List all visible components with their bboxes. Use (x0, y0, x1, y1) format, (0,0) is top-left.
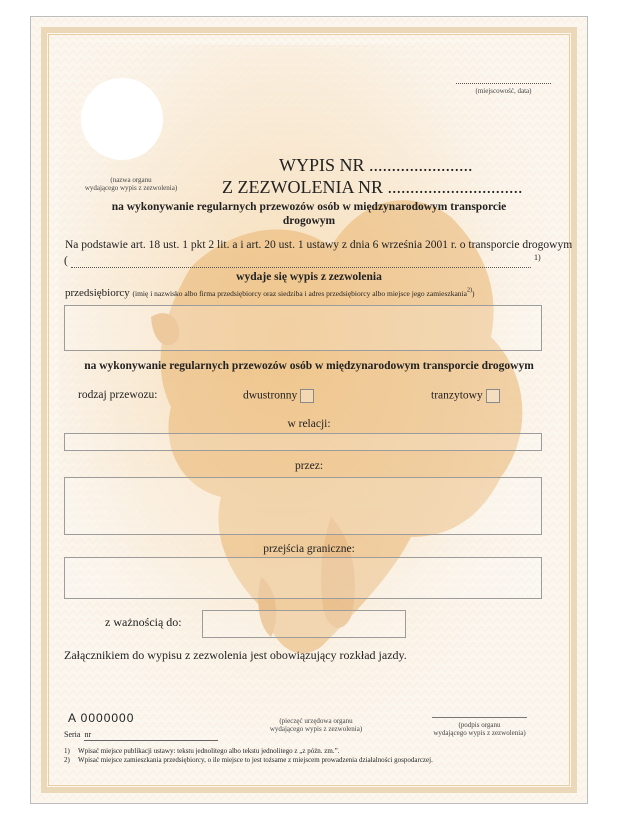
validity-field[interactable] (202, 610, 406, 638)
stamp-caption-line2: wydającego wypis z zezwolenia) (269, 725, 363, 733)
bilateral-option (243, 389, 314, 403)
document-subtitle-line2: drogowym (282, 215, 336, 227)
signature-caption (417, 721, 542, 737)
legal-basis-dotline (71, 267, 531, 268)
stamp-caption (256, 717, 376, 733)
document-title-line2: Z ZEZWOLENIA NR .............................. (222, 177, 523, 197)
attachment-note: Załącznikiem do wypisu z zezwolenia jest obowiązujący rozkład jazdy. (64, 648, 407, 662)
entrepreneur-hint-close: ) (471, 289, 475, 298)
entrepreneur-hint: (imię i nazwisko albo firma przedsiębiorcy oraz siedziba i adres przedsiębiorcy albo miejsce jego zamieszkania (132, 289, 467, 298)
relation-field[interactable] (64, 433, 542, 451)
footnote-2 (64, 756, 433, 765)
scope-heading: na wykonywanie regularnych przewozów osób w międzynarodowym transporcie drogowym (84, 360, 534, 372)
relation-label: w relacji: (287, 418, 331, 430)
number-label: nr (84, 730, 92, 739)
permit-document (30, 16, 588, 804)
footnotes (64, 747, 433, 765)
entrepreneur-field[interactable] (64, 305, 542, 351)
series-underline (84, 740, 218, 741)
place-date-line (456, 83, 551, 84)
footnote-2-text: Wpisać miejsce zamieszkania przedsiębiorcy, o ile miejsce to jest tożsame z miejscem prowadzenia działalności gospodarczej. (78, 756, 433, 764)
granted-heading: wydaje się wypis z zezwolenia (236, 271, 382, 283)
entrepreneur-line (65, 287, 474, 299)
transport-type-label: rodzaj przewozu: (78, 389, 158, 401)
validity-label: z ważnością do: (105, 615, 182, 629)
serial-number: A 0000000 (68, 711, 135, 725)
organ-caption-line2: wydającego wypis z zezwolenia) (84, 184, 178, 192)
transit-option (431, 389, 500, 403)
footnote-1 (64, 747, 433, 756)
bilateral-label: dwustronny (243, 389, 298, 402)
legal-basis-text: Na podstawie art. 18 ust. 1 pkt 2 lit. a i art. 20 ust. 1 ustawy z dnia 6 września 2001 r. o transporcie drogowym (65, 239, 573, 251)
footnote-2-mark: 2) (64, 756, 70, 764)
transit-checkbox[interactable] (486, 389, 500, 403)
signature-line (432, 717, 527, 718)
stamp-caption-line1: (pieczęć urzędowa organu (279, 717, 353, 725)
border-crossings-label: przejścia graniczne: (263, 543, 355, 555)
legal-basis-footnote-ref: 1) (534, 253, 541, 262)
legal-basis-open: ( (64, 255, 68, 267)
document-title-line1: WYPIS NR ....................... (279, 155, 473, 175)
seal-circle (81, 78, 163, 160)
document-subtitle-line1: na wykonywanie regularnych przewozów osób w międzynarodowym transporcie (111, 201, 507, 213)
series-label: Seria (64, 730, 81, 739)
footnote-1-text: Wpisać miejsce publikacji ustawy: tekstu jednolitego albo tekstu jednolitego z „z późn. zm.”. (78, 747, 340, 755)
signature-caption-line2: wydającego wypis z zezwolenia) (433, 729, 526, 737)
organ-caption-line1: (nazwa organu (110, 176, 152, 184)
entrepreneur-label: przedsiębiorcy (65, 287, 130, 299)
bilateral-checkbox[interactable] (300, 389, 314, 403)
footnote-1-mark: 1) (64, 747, 70, 755)
organ-caption (71, 176, 191, 192)
entrepreneur-hint-sup: 2) (466, 287, 472, 294)
place-date-caption: (miejscowość, data) (475, 87, 532, 95)
via-label: przez: (294, 460, 324, 472)
transit-label: tranzytowy (431, 389, 483, 402)
series-line (64, 730, 91, 739)
via-field[interactable] (64, 477, 542, 535)
border-crossings-field[interactable] (64, 557, 542, 599)
signature-caption-line1: (podpis organu (458, 721, 501, 729)
